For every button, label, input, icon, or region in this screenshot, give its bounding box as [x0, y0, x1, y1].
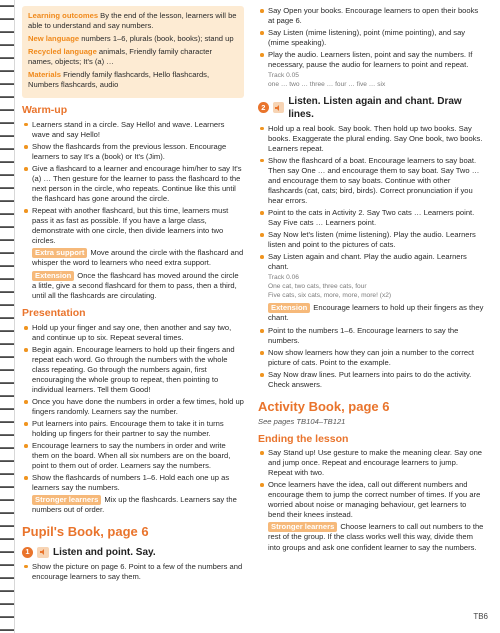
new-language: New language numbers 1–6, plurals (book, books); stand up [28, 34, 234, 44]
warmup-list [22, 120, 244, 246]
list-item: Once learners have the idea, call out different numbers and encourage them to jump the correct number of times. If you are worried about noise or managing behaviour, get learners to bend their knees instead. [268, 480, 484, 520]
warmup-heading: Warm-up [22, 104, 68, 117]
list-item: Say Stand up! Use gesture to make the meaning clear. Say one and jump once. Repeat and encourage learners to jump. Repeat with two. [268, 448, 483, 478]
presentation-list [22, 323, 244, 493]
activity-1-header [22, 546, 244, 559]
list-item: Say Open your books. Encourage learners to open their books at page 6. [268, 6, 484, 26]
list-item: Begin again. Encourage learners to hold up their fingers and repeat each word. Go through the numbers with the whole class repeating. Go through the numbers again, first encouraging the whole group to repeat, then pointing to individual learners. Tell them Good! [32, 345, 244, 395]
list-item: Hold up your finger and say one, then another and say two, and continue up to six. Repeat several times. [32, 323, 244, 343]
listen-icon [273, 102, 285, 113]
extension-note: Extension Encourage learners to hold up their fingers as they chant. [268, 303, 484, 323]
stronger-learners-note: Stronger learners Choose learners to call out numbers to the rest of the group. If the class works well this way, divide them into groups and ask one confident learner to say the numbers. [268, 522, 484, 552]
pupils-book-heading: Pupil's Book, page 6 [22, 524, 149, 540]
ending-list [258, 448, 484, 520]
right-column [258, 6, 484, 556]
activity-2-header [258, 95, 484, 121]
list-item: Hold up a real book. Say book. Then hold up two books. Say books. Exaggerate the plural ending. Say One book, two books. Learners repeat. [268, 123, 483, 153]
activity-1-list [22, 562, 244, 582]
presentation-heading: Presentation [22, 307, 86, 320]
activity-number: 2 [258, 102, 269, 113]
recycled-language: Recycled language animals, Friendly family character names, objects; It's (a) … [28, 47, 213, 67]
track-0-05: Track 0.05 one … two … three … four … five … six [268, 72, 386, 88]
activity-2-list-continued [258, 326, 484, 390]
activity-2-list [258, 124, 484, 272]
track-0-06: Track 0.06 One cat, two cats, three cats, four Five cats, six cats, more, more, more! (x2) [268, 274, 392, 299]
activity-title: Listen. Listen again and chant. Draw lines. [288, 95, 462, 120]
list-item: Say Now let's listen (mime listening). Play the audio. Learners listen and point to the pictures of cats. [268, 230, 484, 250]
list-item: Say Now draw lines. Put learners into pairs to do the activity. Check answers. [268, 370, 484, 390]
learning-outcomes: Learning outcomes By the end of the lesson, learners will be able to understand and say numbers. [28, 11, 237, 31]
list-item: Once you have done the numbers in order a few times, hold up fingers randomly. Learners say the number. [32, 397, 244, 417]
activity-title: Listen and point. Say. [53, 546, 156, 558]
list-item: Show the flashcards from the previous lesson. Encourage learners to say It's a (book) or It's (Jim). [32, 142, 244, 162]
listen-icon [37, 547, 49, 558]
list-item: Say Listen (mime listening), point (mime pointing), and say (mime speaking). [268, 28, 484, 48]
activity-book-heading: Activity Book, page 6 [258, 399, 390, 415]
list-item: Point to the numbers 1–6. Encourage learners to say the numbers. [268, 326, 484, 346]
activity-number: 1 [22, 547, 33, 558]
list-item: Say Listen again and chant. Play the audio again. Learners chant. [268, 252, 484, 272]
page-number: TB6 [473, 612, 488, 622]
activity-1-continued-list [258, 6, 484, 70]
list-item: Now show learners how they can join a number to the correct picture of cats. Point to the example. [268, 348, 484, 368]
list-item: Encourage learners to say the numbers in order and write them on the board. When all six numbers are on the board, point to them out of order. Learners say the numbers. [32, 441, 244, 471]
lesson-objectives-box [22, 6, 244, 98]
list-item: Give a flashcard to a learner and encourage him/her to say It's (a) … Then gesture for the learner to pass the flashcard to the next person in the circle, who repeats. Continue like this until the flashcard has gone around the circle. [32, 164, 244, 204]
stronger-learners-note: Stronger learners Mix up the flashcards. Learners say the numbers out of order. [32, 495, 237, 515]
ending-heading: Ending the lesson [258, 432, 349, 445]
extension-note: Extension Once the flashcard has moved around the circle a little, give a second flashcard for them to pass, then a third, until all the flashcards are circulating. [32, 271, 239, 301]
list-item: Put learners into pairs. Encourage them to take it in turns holding up fingers for their partner to say the number. [32, 419, 244, 439]
list-item: Show the flashcard of a boat. Encourage learners to say boat. Then say One … and encourage them to say boat. Say Two … and encourage them to say boats. Continue with other flashcards (cat, cats; bird, birds). Correct pronunciation if you hear errors. [268, 156, 484, 206]
extra-support-note: Extra support Move around the circle with the flashcard and whisper the word to learners who need extra support. [32, 248, 244, 268]
list-item: Learners stand in a circle. Say Hello! and wave. Learners wave and say Hello! [32, 120, 244, 140]
list-item: Repeat with another flashcard, but this time, learners must pass it as fast as possible. If you have a large class, demonstrate with one circle, then divide learners into two circles. [32, 206, 244, 246]
left-column [22, 6, 244, 584]
materials: Materials Friendly family flashcards, Hello flashcards, Numbers flashcards, audio [28, 70, 210, 90]
list-item: Show the picture on page 6. Point to a few of the numbers and encourage learners to say them. [32, 561, 243, 581]
list-item: Show the flashcards of numbers 1–6. Hold each one up as learners say the numbers. [32, 473, 244, 493]
list-item: Play the audio. Learners listen, point and say the numbers. If necessary, pause the audio for learners to point and repeat. [268, 50, 484, 70]
activity-book-pages: See pages TB104–TB121 [258, 417, 346, 427]
spiral-binding [0, 0, 15, 633]
list-item: Point to the cats in Activity 2. Say Two cats … Learners point. Say Five cats … Learners point. [268, 208, 484, 228]
